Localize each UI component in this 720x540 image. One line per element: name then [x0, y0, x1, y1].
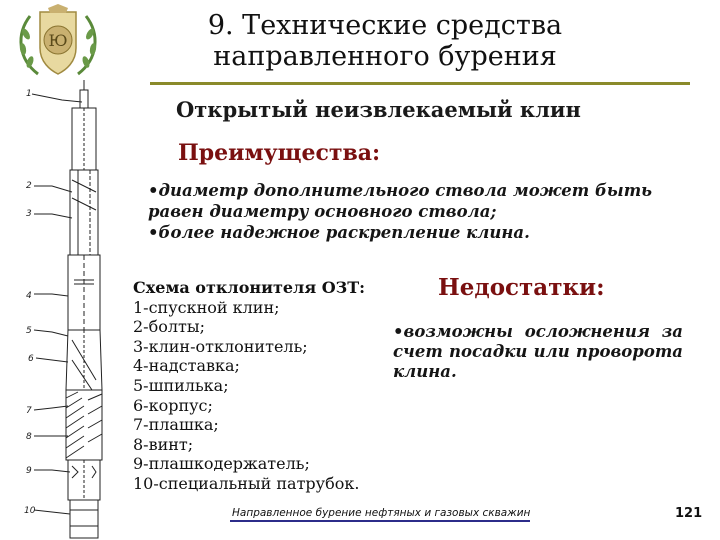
callout-label: 7 — [26, 406, 32, 416]
legend-heading: Схема отклонителя ОЗТ: — [133, 278, 366, 297]
legend-item: 2-болты; — [133, 317, 205, 337]
legend-item: 3-клин-отклонитель; — [133, 336, 308, 356]
callout-label: 1 — [26, 89, 32, 99]
advantage-item: •более надежное раскрепление клина. — [148, 223, 530, 242]
disadvantages-list — [393, 322, 683, 382]
advantages-list — [148, 180, 708, 243]
footer-underline — [230, 520, 530, 522]
callout-label: 5 — [26, 326, 32, 336]
callout-label: 8 — [26, 432, 32, 442]
callout-label: 3 — [26, 209, 32, 219]
slide-title-line-1: 9. Технические средства — [207, 10, 563, 41]
callout-label: 2 — [26, 181, 32, 191]
legend-item: 6-корпус; — [133, 395, 213, 415]
advantages-heading: Преимущества: — [178, 140, 381, 166]
legend-item: 1-спускной клин; — [133, 297, 280, 317]
advantage-item: •диаметр дополнительного ствола может быть равен диаметру основного ствола; — [148, 181, 653, 221]
title-underline — [150, 82, 690, 85]
slide-subtitle: Открытый неизвлекаемый клин — [176, 97, 581, 122]
callout-label: 6 — [28, 354, 34, 364]
legend-item: 4-надставка; — [133, 356, 240, 376]
legend-item: 10-специальный патрубок. — [133, 473, 360, 493]
disadvantage-item: •возможны осложнения за счет посадки или проворота клина. — [393, 322, 683, 381]
university-emblem-icon — [8, 4, 108, 80]
svg-text:Ю: Ю — [48, 31, 68, 50]
callout-label: 4 — [26, 291, 32, 301]
legend-item: 9-плашкодержатель; — [133, 454, 310, 474]
legend-item: 5-шпилька; — [133, 375, 229, 395]
deflector-legend — [133, 278, 393, 494]
deflector-schematic — [22, 80, 127, 540]
footer-course-title: Направленное бурение нефтяных и газовых скважин — [232, 507, 531, 519]
legend-item: 8-винт; — [133, 434, 194, 454]
slide-title — [150, 10, 620, 72]
legend-item: 7-плашка; — [133, 415, 219, 435]
page-number: 121 — [675, 506, 703, 521]
callout-label: 10 — [24, 506, 36, 516]
disadvantages-heading: Недостатки: — [438, 274, 605, 301]
callout-label: 9 — [26, 466, 32, 476]
slide-title-line-2: направленного бурения — [213, 41, 557, 72]
